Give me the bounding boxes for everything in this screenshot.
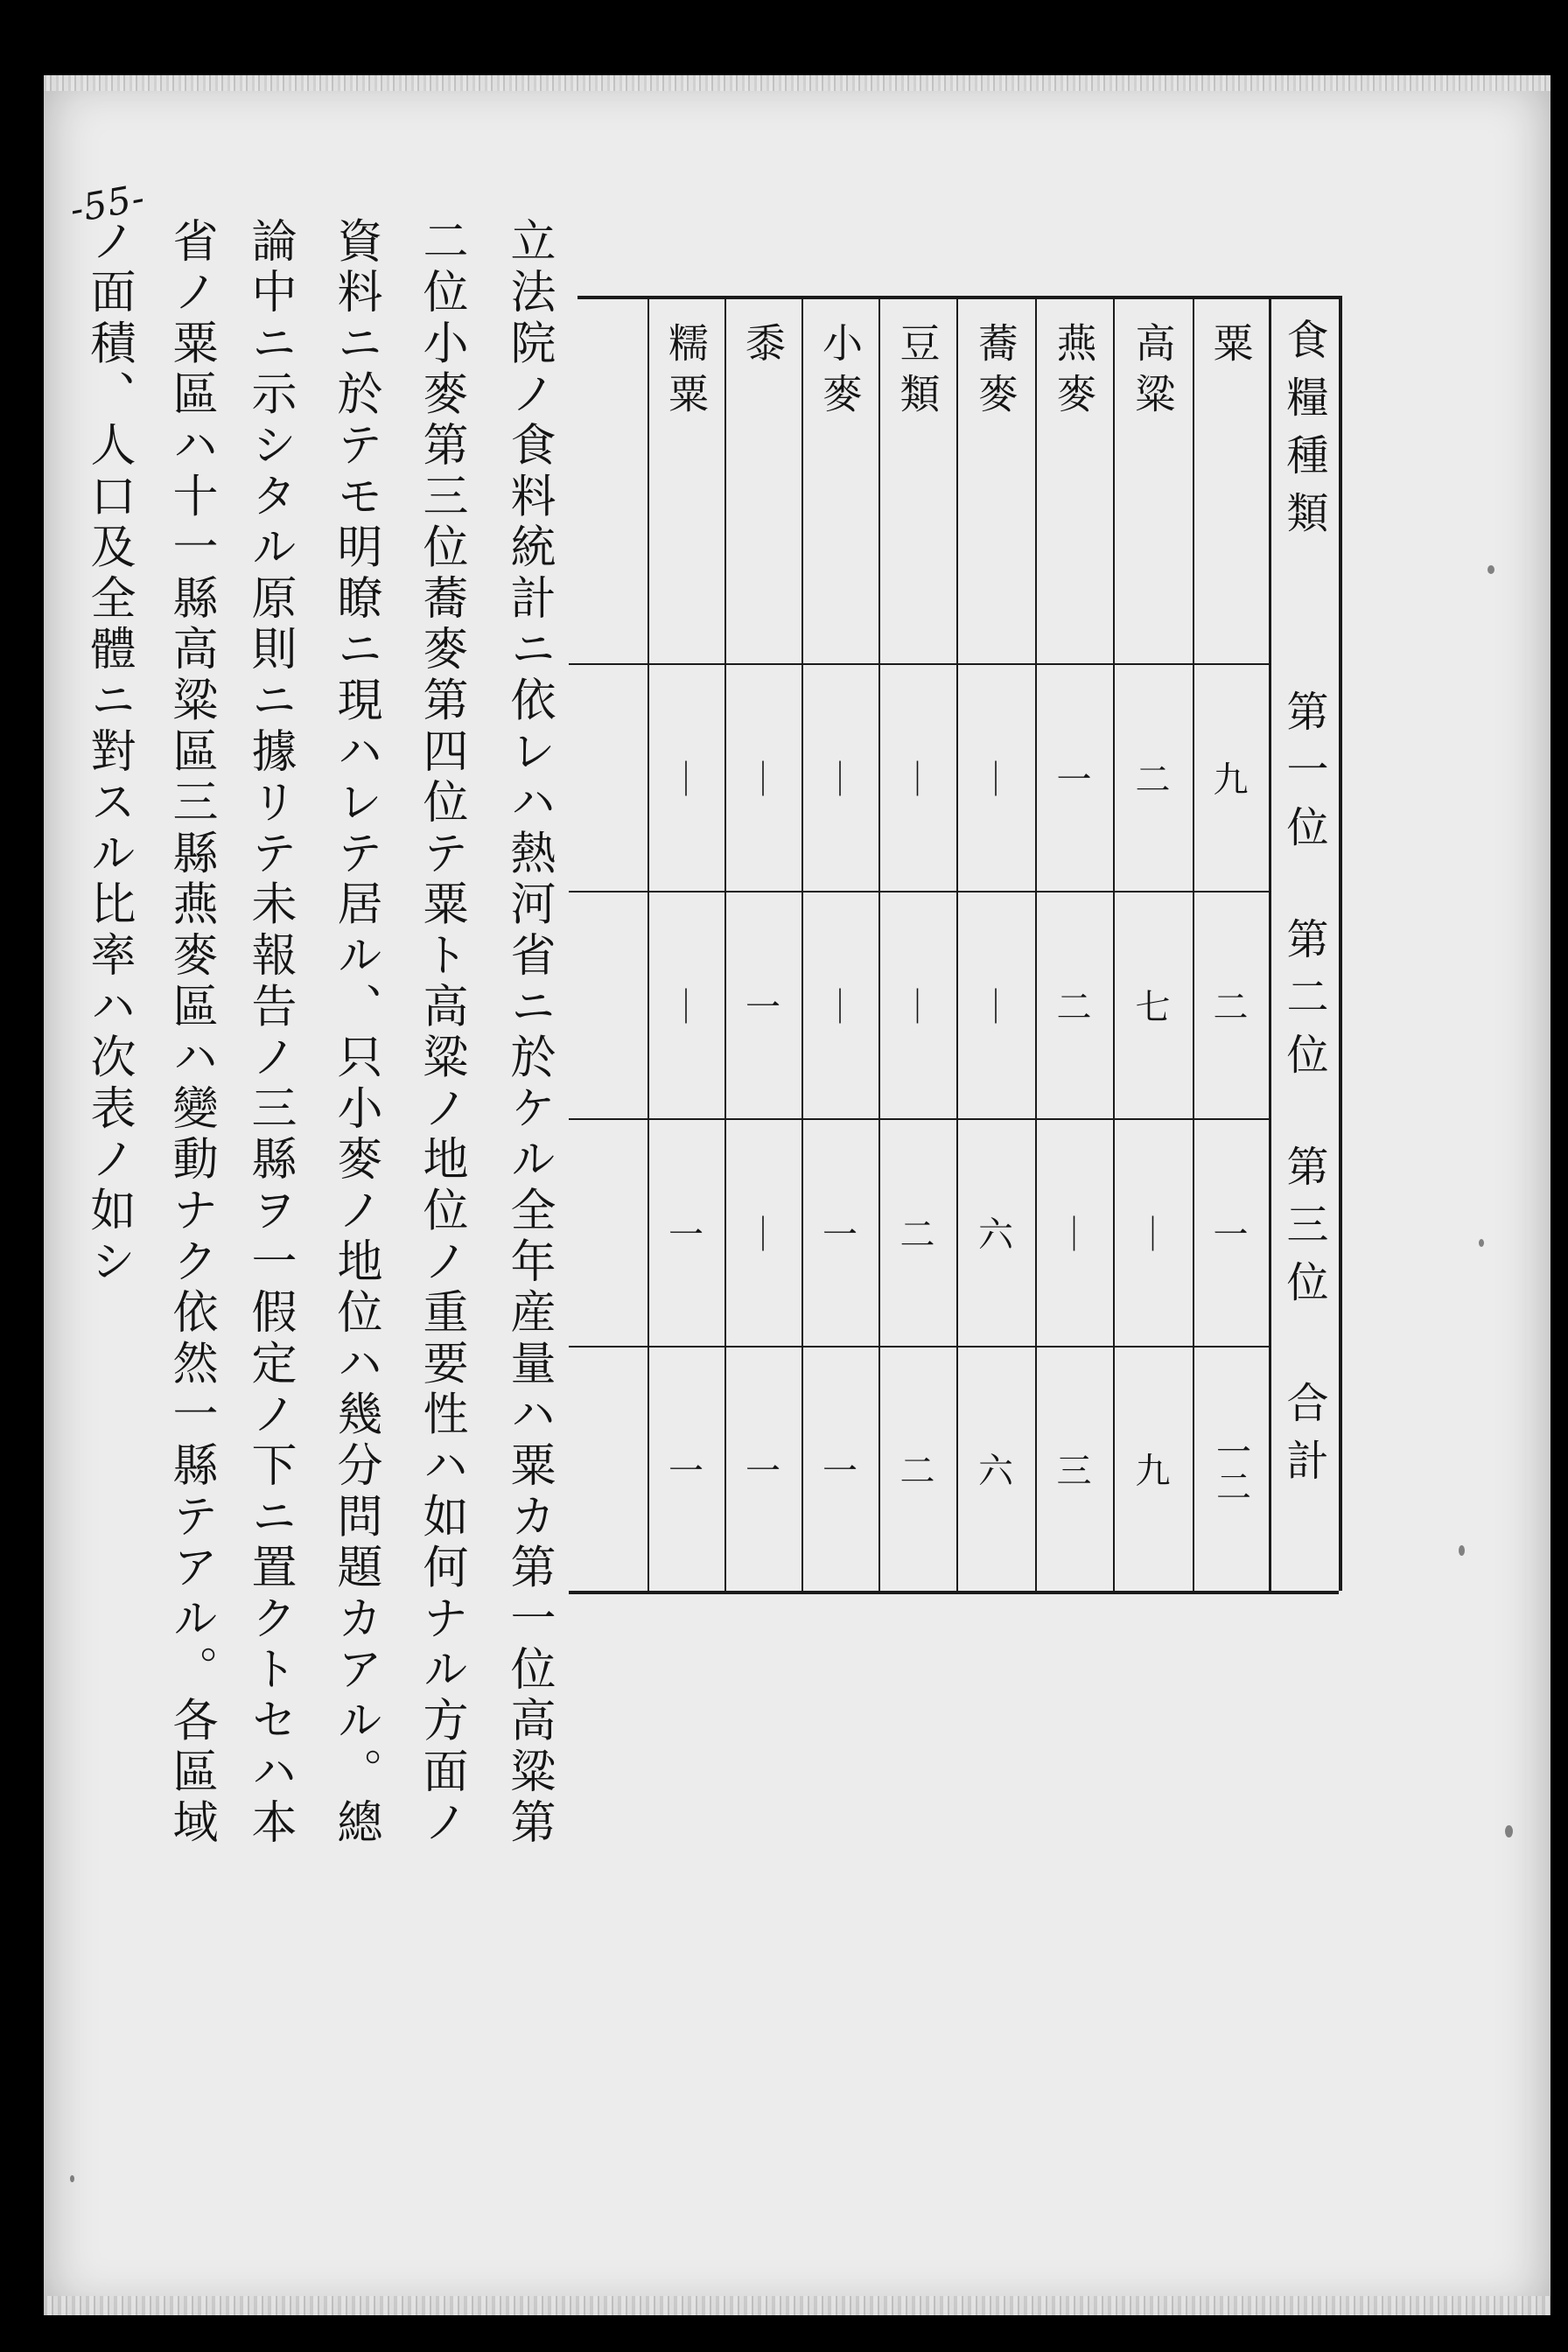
table-header-cell: 第二位 bbox=[1279, 917, 1328, 1090]
table-value-cell: 一 bbox=[822, 1214, 858, 1256]
page-bottom-edge bbox=[44, 2296, 1550, 2315]
table-value-cell: 二 bbox=[1056, 987, 1092, 1028]
table-value-cell: ｜ bbox=[1135, 1214, 1171, 1256]
body-text-column: ノ面積、人口及全體ニ對スル比率ハ次表ノ如シ bbox=[82, 217, 135, 1289]
scanned-page bbox=[44, 75, 1550, 2315]
table-value-cell: 七 bbox=[1135, 987, 1171, 1028]
table-rule bbox=[569, 1118, 1269, 1120]
table-value-cell: 一 bbox=[668, 1451, 704, 1492]
table-value-cell: ｜ bbox=[668, 987, 704, 1028]
table-header-cell: 第一位 bbox=[1279, 690, 1328, 863]
food-ranking-table bbox=[569, 261, 1380, 1626]
table-rule bbox=[1339, 296, 1342, 1591]
table-rule bbox=[1269, 296, 1271, 1591]
table-value-cell: ｜ bbox=[900, 987, 935, 1028]
table-value-cell: 二 bbox=[900, 1451, 935, 1492]
table-rule bbox=[569, 1346, 1269, 1348]
table-value-cell: 二 bbox=[1213, 987, 1249, 1028]
table-header-cell: 合計 bbox=[1279, 1381, 1328, 1496]
table-rule bbox=[956, 296, 958, 1591]
body-text-column: 立法院ノ食料統計ニ依レハ熱河省ニ於ケル全年産量ハ粟カ第一位高粱第 bbox=[502, 217, 555, 1850]
body-text-column: 資料ニ於テモ明瞭ニ現ハレテ居ル、只小麥ノ地位ハ幾分問題カアル。總 bbox=[329, 217, 382, 1850]
table-value-cell: 一 bbox=[746, 987, 780, 1028]
table-value-cell: 一 bbox=[746, 1451, 780, 1492]
body-text-column: 二位小麥第三位蕎麥第四位テ粟ト高粱ノ地位ノ重要性ハ如何ナル方面ノ bbox=[415, 217, 467, 1850]
table-value-cell: 一 bbox=[1056, 760, 1092, 801]
table-rule bbox=[1193, 296, 1194, 1591]
crop-name-cell: 黍 bbox=[739, 322, 787, 362]
table-value-cell: ｜ bbox=[900, 760, 935, 801]
body-text-column: 論中ニ示シタル原則ニ據リテ未報告ノ三縣ヲ一假定ノ下ニ置クトセハ本 bbox=[243, 217, 296, 1850]
table-rule bbox=[1035, 296, 1037, 1591]
table-value-cell: 九 bbox=[1213, 760, 1249, 801]
table-rule bbox=[802, 296, 803, 1591]
crop-name-cell: 小麥 bbox=[816, 322, 864, 424]
crop-name-cell: 糯粟 bbox=[662, 322, 710, 424]
table-value-cell: ｜ bbox=[746, 760, 780, 801]
table-value-cell: 九 bbox=[1135, 1451, 1171, 1492]
table-value-cell: ｜ bbox=[978, 760, 1013, 801]
table-value-cell: 六 bbox=[978, 1451, 1013, 1492]
crop-name-cell: 燕麥 bbox=[1050, 322, 1098, 424]
table-value-cell: 一 bbox=[822, 1451, 858, 1492]
table-rule bbox=[578, 296, 1339, 299]
table-value-cell: 一 bbox=[1213, 1214, 1249, 1256]
page-number: -55- bbox=[66, 175, 149, 232]
table-rule bbox=[569, 891, 1269, 892]
table-rule bbox=[724, 296, 726, 1591]
ink-speck bbox=[1479, 1239, 1484, 1247]
table-value-cell: 一 bbox=[668, 1214, 704, 1256]
table-value-cell: 一二 bbox=[1210, 1433, 1251, 1503]
body-text-column: 省ノ粟區ハ十一縣高粱區三縣燕麥區ハ變動ナク依然一縣テアル。各區域 bbox=[164, 217, 217, 1850]
ink-speck bbox=[70, 2175, 74, 2182]
ink-speck bbox=[1488, 565, 1494, 574]
crop-name-cell: 高粱 bbox=[1129, 322, 1177, 424]
table-rule bbox=[648, 296, 649, 1591]
crop-name-cell: 蕎麥 bbox=[972, 322, 1019, 424]
table-value-cell: ｜ bbox=[978, 987, 1013, 1028]
table-value-cell: ｜ bbox=[746, 1214, 780, 1256]
table-value-cell: ｜ bbox=[822, 987, 858, 1028]
table-header-cell: 第三位 bbox=[1279, 1144, 1328, 1318]
table-value-cell: 二 bbox=[1135, 760, 1171, 801]
table-rule bbox=[569, 663, 1269, 665]
table-rule bbox=[878, 296, 880, 1591]
table-value-cell: 二 bbox=[900, 1214, 935, 1256]
table-rule bbox=[1113, 296, 1115, 1591]
table-value-cell: ｜ bbox=[668, 760, 704, 801]
ink-speck bbox=[1459, 1545, 1465, 1556]
ink-speck bbox=[1505, 1825, 1513, 1838]
table-header-cell: 食糧種類 bbox=[1279, 318, 1328, 549]
table-rule bbox=[569, 1591, 1339, 1594]
table-value-cell: ｜ bbox=[822, 760, 858, 801]
page-top-edge bbox=[44, 75, 1550, 91]
table-value-cell: 三 bbox=[1056, 1451, 1092, 1492]
crop-name-cell: 粟 bbox=[1207, 322, 1255, 362]
table-value-cell: ｜ bbox=[1056, 1214, 1092, 1256]
table-value-cell: 六 bbox=[978, 1214, 1013, 1256]
crop-name-cell: 豆類 bbox=[893, 322, 942, 424]
